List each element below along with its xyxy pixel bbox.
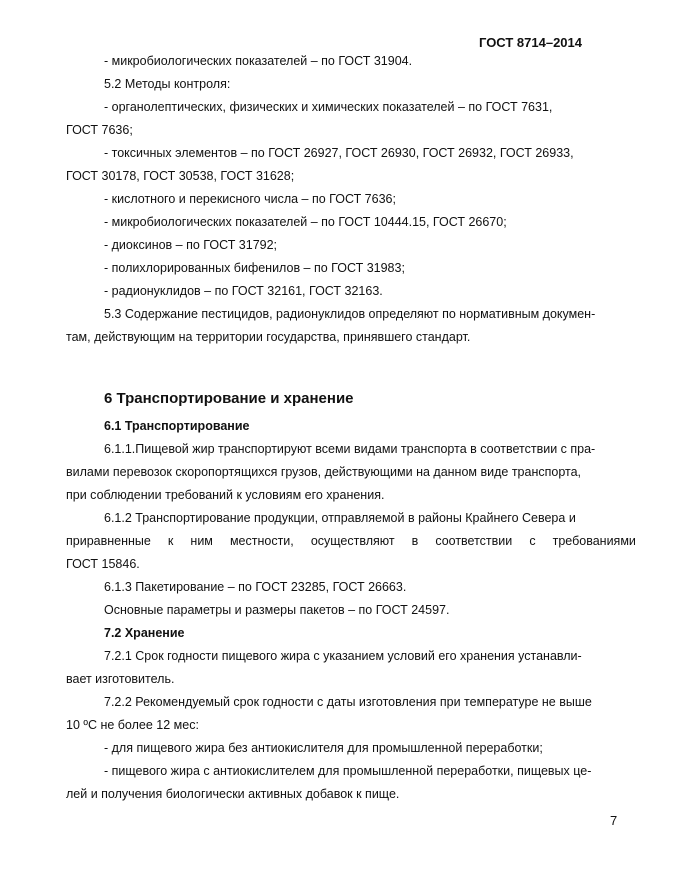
- subsection-title: 7.2 Хранение: [104, 626, 185, 640]
- section-title: 6 Транспортирование и хранение: [104, 390, 354, 407]
- text-line: ГОСТ 7636;: [66, 123, 133, 137]
- text-line: 10 ºС не более 12 мес:: [66, 718, 199, 732]
- text-line: - токсичных элементов – по ГОСТ 26927, ГОСТ 26930, ГОСТ 26932, ГОСТ 26933,: [104, 146, 574, 160]
- text-line: вилами перевозок скоропортящихся грузов, действующими на данном виде транспорта,: [66, 465, 582, 479]
- text-line: вает изготовитель.: [66, 672, 175, 686]
- text-line: ГОСТ 15846.: [66, 557, 140, 571]
- text-line: - пищевого жира с антиокислителем для промышленной переработки, пищевых це-: [104, 764, 592, 778]
- text-line: 7.2.1 Срок годности пищевого жира с указанием условий его хранения устанавли-: [104, 649, 582, 663]
- text-line: лей и получения биологически активных добавок к пище.: [66, 787, 400, 801]
- word: в: [411, 534, 419, 548]
- text-line: - радионуклидов – по ГОСТ 32161, ГОСТ 32163.: [104, 284, 383, 298]
- text-line: 5.2 Методы контроля:: [104, 77, 231, 91]
- justified-text-line: [66, 533, 636, 549]
- text-line: 7.2.2 Рекомендуемый срок годности с даты изготовления при температуре не выше: [104, 695, 592, 709]
- word: ним: [190, 534, 213, 548]
- text-line: - кислотного и перекисного числа – по ГОСТ 7636;: [104, 192, 396, 206]
- text-line: 6.1.2 Транспортирование продукции, отправляемой в районы Крайнего Севера и: [104, 511, 576, 525]
- page-number: 7: [610, 813, 618, 828]
- word: требованиями: [552, 534, 636, 548]
- text-line: - диоксинов – по ГОСТ 31792;: [104, 238, 278, 252]
- text-line: - микробиологических показателей – по ГОСТ 31904.: [104, 54, 413, 68]
- word: осуществляют: [310, 534, 395, 548]
- word: соответствии: [435, 534, 513, 548]
- text-line: 5.3 Содержание пестицидов, радионуклидов определяют по нормативным докумен-: [104, 307, 596, 321]
- word: к: [167, 534, 174, 548]
- text-line: - органолептических, физических и химических показателей – по ГОСТ 7631,: [104, 100, 553, 114]
- subsection-title: 6.1 Транспортирование: [104, 419, 250, 433]
- text-line: - микробиологических показателей – по ГОСТ 10444.15, ГОСТ 26670;: [104, 215, 507, 229]
- word: приравненные: [66, 534, 151, 548]
- text-line: там, действующим на территории государства, принявшего стандарт.: [66, 330, 471, 344]
- word: местности,: [229, 534, 294, 548]
- text-line: ГОСТ 30178, ГОСТ 30538, ГОСТ 31628;: [66, 169, 295, 183]
- text-line: Основные параметры и размеры пакетов – по ГОСТ 24597.: [104, 603, 450, 617]
- word: с: [529, 534, 536, 548]
- text-line: 6.1.3 Пакетирование – по ГОСТ 23285, ГОСТ 26663.: [104, 580, 407, 594]
- text-line: при соблюдении требований к условиям его хранения.: [66, 488, 385, 502]
- text-line: 6.1.1.Пищевой жир транспортируют всеми видами транспорта в соответствии с пра-: [104, 442, 596, 456]
- text-line: - полихлорированных бифенилов – по ГОСТ 31983;: [104, 261, 405, 275]
- text-line: - для пищевого жира без антиокислителя для промышленной переработки;: [104, 741, 543, 755]
- document-code-header: ГОСТ 8714–2014: [479, 35, 582, 50]
